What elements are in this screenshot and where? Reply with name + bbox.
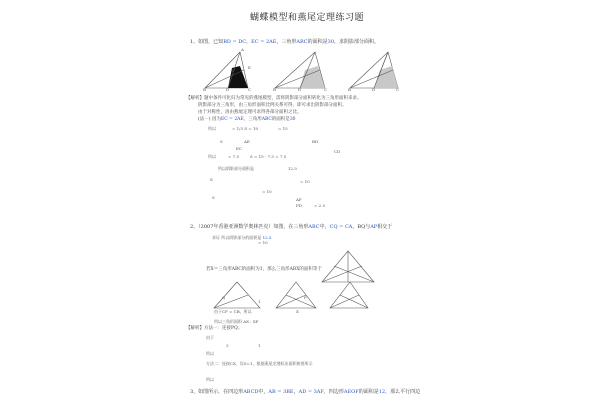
fig1-label-e: E xyxy=(248,65,251,70)
shaded-region-gray-2 xyxy=(374,66,398,88)
formula-s2: S xyxy=(210,177,213,182)
q2-text4: 与 xyxy=(365,224,371,230)
fig1-label-c: C xyxy=(248,87,252,92)
q2-text3: ，BQ xyxy=(352,224,366,230)
q3-t1: 中， xyxy=(258,389,269,395)
formula-s3: S xyxy=(212,195,215,200)
formula-7: = 2.5 xyxy=(314,203,325,208)
q2-text6: 相交于 xyxy=(377,224,393,230)
formula-ae: AE xyxy=(244,139,250,144)
q3-t2: ， xyxy=(293,389,299,395)
method-1-lead: (法一) 因为 xyxy=(198,117,221,122)
triangle-3 xyxy=(350,52,398,88)
question-3 xyxy=(190,390,420,395)
fig1-label-a: A xyxy=(241,47,244,52)
q2-text: 年香港亚洲数学奥林匹克）如图，在三角形 xyxy=(213,224,309,230)
q2b-ratio: AX : XP xyxy=(243,319,259,324)
q2b-m1: 由于 xyxy=(206,335,214,340)
fig2-label-q: Q xyxy=(222,295,226,300)
formula-6b: = 10 xyxy=(262,189,272,194)
q3-c1: AB = 3BE xyxy=(268,389,294,395)
fig1-label-d: D xyxy=(226,87,230,92)
q1-cond2: EC = 2AE xyxy=(251,39,277,45)
so-label-1: 所以 xyxy=(208,126,216,131)
so-label-3: 所以阴影部分面积是 xyxy=(218,166,254,171)
shaded-region-gray xyxy=(300,66,325,88)
small-triangle-1 xyxy=(214,282,260,308)
q2b-m4: 所以 xyxy=(206,351,214,356)
q2-lead: 2、（2007 xyxy=(190,224,214,230)
formula-3: = 7.5 xyxy=(228,154,239,159)
q1-sep: ， xyxy=(246,39,252,45)
so-label-2: 所以 xyxy=(208,154,216,159)
small-triangle-2 xyxy=(276,282,316,308)
question-2 xyxy=(190,225,392,230)
fig2-label-p: P xyxy=(304,295,307,300)
fig2-label-c: C xyxy=(324,87,328,92)
q3-quad: ABCD xyxy=(243,389,259,395)
q1-area: 30 xyxy=(327,39,335,45)
formula-s: S xyxy=(220,139,223,144)
formula-1: = 1/3 S = 10 xyxy=(232,126,259,131)
formula-af: AF xyxy=(296,197,302,202)
fig3-label-d: D xyxy=(372,87,376,92)
q2b-m3: 1 xyxy=(258,343,261,348)
formula-2: = 15 xyxy=(278,126,288,131)
fig1-label-f: F xyxy=(232,68,235,73)
q2-cond: CQ = CA xyxy=(329,224,353,230)
shaded-region xyxy=(228,66,248,88)
formula-fd: FD xyxy=(296,203,302,208)
q2-prove: 求证 xyxy=(212,235,220,240)
q1-lead: 1、如图，已知 xyxy=(190,39,224,45)
q2-tri: ABC xyxy=(308,224,320,230)
method-1-cond: EC = 2AE xyxy=(220,117,244,122)
method-1 xyxy=(198,118,296,123)
formula-bd: BD xyxy=(312,139,319,144)
page-title: 蝴蝶模型和燕尾定理练习题 xyxy=(250,13,365,23)
q3-t4: 的面积是 xyxy=(358,389,379,395)
q3-t3: ，四边形 xyxy=(323,389,344,395)
q2b-m2: 3 xyxy=(226,343,229,348)
formula-4: S = 15 - 7.5 = 7.5 xyxy=(250,154,287,159)
q2b-m5: 方法二：连接CX，设S=1，根据燕尾定理标出面积如图所示 xyxy=(206,361,313,366)
q3-c2: AD = 3AF xyxy=(298,389,324,395)
q2b-analysis: 【解析】方法一：连接PQ。 xyxy=(186,326,243,331)
q1-cond1: BD = DC xyxy=(223,39,247,45)
method-1-area: 30 xyxy=(289,117,296,122)
method-1-mid: ，三角形 xyxy=(243,117,262,122)
q2-text5: AP xyxy=(370,224,378,230)
q2b-line-1: 若X＝三角形ABC的面积为1，那么三角形ABX的面积等于 xyxy=(206,267,322,272)
formula-cd: CD xyxy=(334,149,341,154)
q3-lead: 3、如图所示，在四边形 xyxy=(190,389,244,395)
fig2-label-b: B xyxy=(273,87,276,92)
q1-tri: ABC xyxy=(296,39,308,45)
q2-mid: 中， xyxy=(319,224,330,230)
q1-tail: ，三角形 xyxy=(276,39,297,45)
q2b-figures xyxy=(210,278,370,310)
q3-t5: ，那么平行四边 xyxy=(385,389,421,395)
q3-quad2: AEOF xyxy=(343,389,359,395)
triangle-1 xyxy=(205,52,248,88)
small-triangle-3 xyxy=(330,282,368,308)
q3-area: 12 xyxy=(378,389,386,395)
fig3-label-c: C xyxy=(396,87,400,92)
analysis-line-1 xyxy=(186,97,362,102)
fig1-label-b: B xyxy=(203,87,206,92)
q2b-line-5 xyxy=(214,320,258,324)
q1-tail2: 的面积是 xyxy=(307,39,328,45)
q2-val: 12.5 xyxy=(262,235,272,240)
question-1 xyxy=(190,40,379,45)
method-1-mid2: 的面积是 xyxy=(271,117,290,122)
q2b-line-3: 由于CP = CB，所以 xyxy=(214,309,252,314)
q2b-m6: 所以 xyxy=(206,377,214,382)
triangle-2 xyxy=(275,52,325,88)
formula-6: = 10 xyxy=(300,179,310,184)
analysis-line-3: 由于对称性，再由燕尾定理可求得各部分面积之比。 xyxy=(198,110,302,115)
fig2-label-d: D xyxy=(298,87,302,92)
method-1-tri: ABC xyxy=(261,117,272,122)
fig2-label-x: X xyxy=(296,309,299,314)
q2b-line-5-text: 所以三角形面积 xyxy=(214,319,242,324)
analysis-line-2: 阴影部分为三角形，由三角形面积比例关系可得，即可求出阴影部分面积。 xyxy=(198,103,347,108)
formula-5: 12.5 xyxy=(288,166,297,171)
analysis-text-1: 题中条件可化归为常见的燕尾模型，需将阴影部分面积转化为三角形面积来求。 xyxy=(204,96,362,101)
analysis-tag: 【解析】 xyxy=(186,96,204,101)
q2b-one: 1 xyxy=(258,299,261,304)
q2-eq: = 10 xyxy=(258,240,268,245)
q2-res: 所以阴影部分的面积是 xyxy=(221,235,262,240)
q1-tail3: ，求阴影部分面积。 xyxy=(334,39,380,45)
formula-ec: EC xyxy=(236,146,242,151)
fig3-label-b: B xyxy=(348,87,351,92)
